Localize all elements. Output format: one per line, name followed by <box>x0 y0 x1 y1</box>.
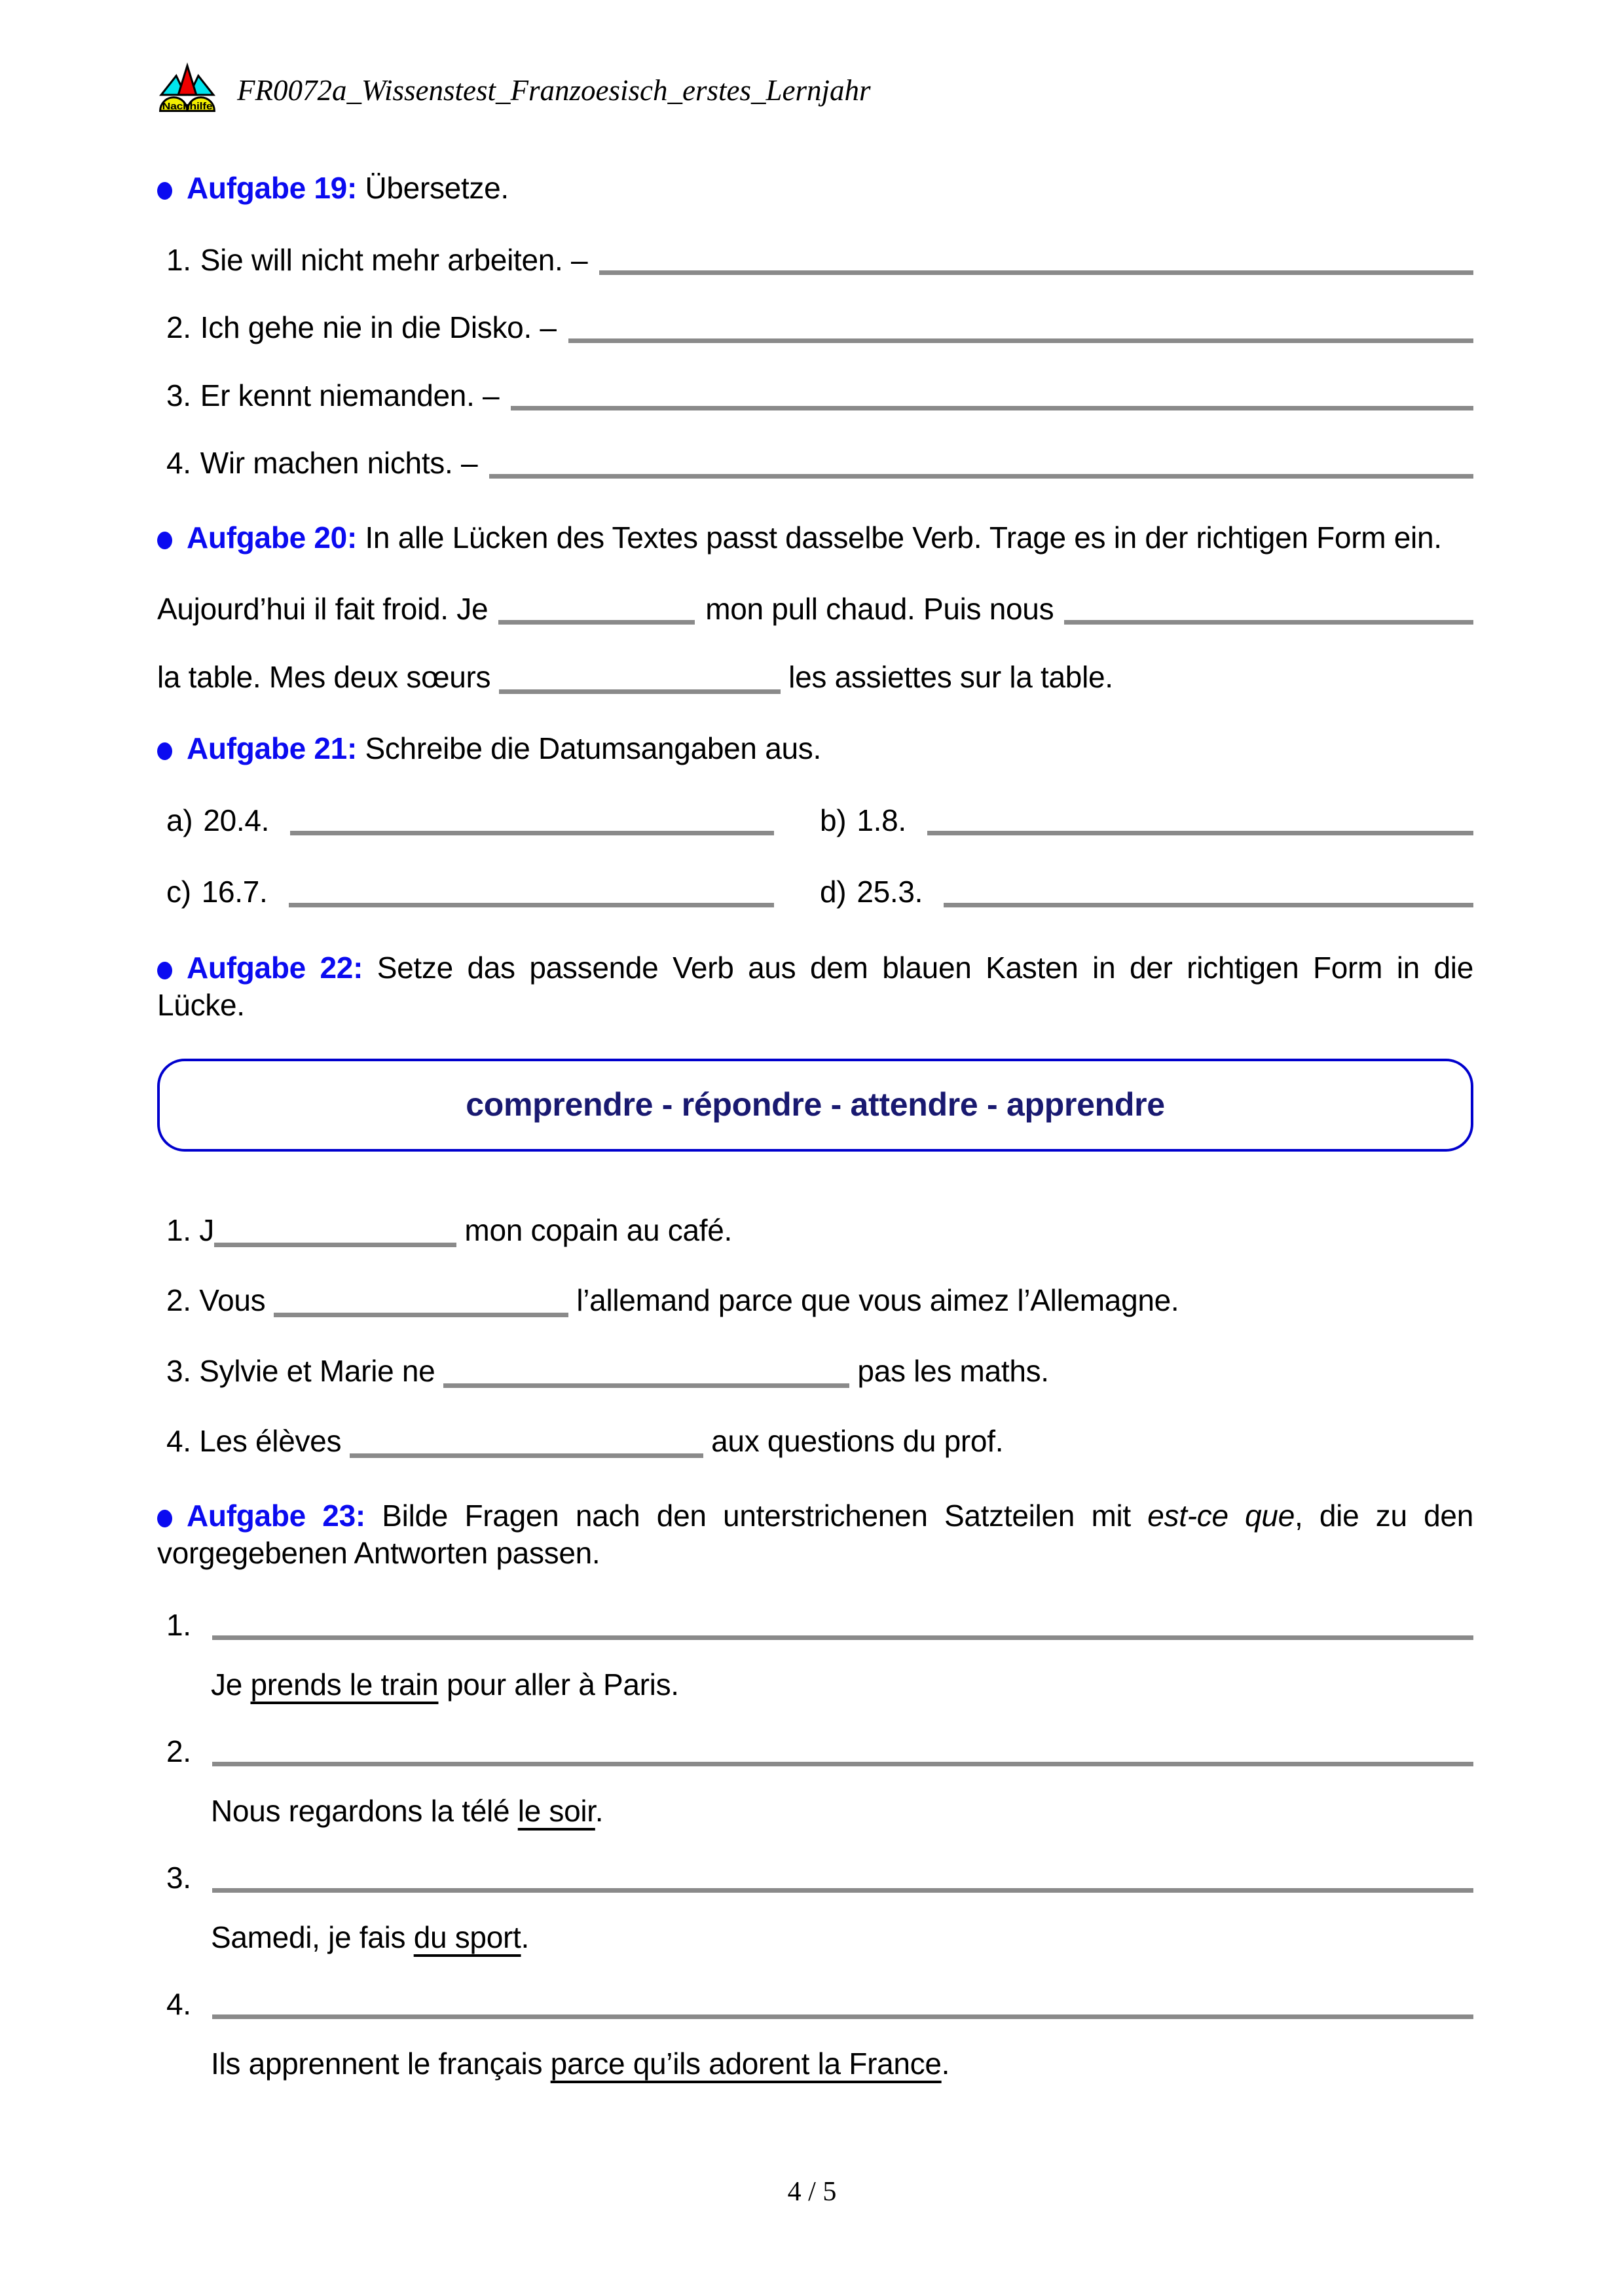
fill-in-line <box>290 831 774 835</box>
task22-item-4 <box>157 1423 1473 1461</box>
fill-in-line <box>350 1453 703 1458</box>
fill-in-line <box>212 2014 1473 2019</box>
item-text: Wir machen nichts. – <box>200 446 478 480</box>
task19-item-2 <box>157 309 1473 347</box>
fill-in-line <box>289 903 774 907</box>
verb-choice-box <box>157 1059 1473 1152</box>
underlined-phrase: prends le train <box>250 1667 439 1702</box>
page-header <box>157 62 1473 118</box>
logo-label: Nachhilfe <box>162 101 213 113</box>
sentence-start: J <box>199 1212 214 1247</box>
underlined-phrase: parce qu’ils adorent la France <box>550 2047 942 2081</box>
item-letter: a) <box>166 803 193 837</box>
sentence-start: Vous <box>199 1283 274 1317</box>
item-number: 3. <box>166 1353 191 1388</box>
task22-item-3 <box>157 1353 1473 1391</box>
task19-instruction: Übersetze. <box>365 171 509 205</box>
date-value: 25.3. <box>857 875 923 909</box>
task19-item-4 <box>157 445 1473 483</box>
task23-heading <box>157 1497 1473 1573</box>
task21-row-1 <box>157 802 1473 840</box>
nachhilfe-logo-icon <box>157 62 217 118</box>
fill-in-line <box>443 1383 849 1388</box>
item-text: Ich gehe nie in die Disko. – <box>200 310 557 344</box>
underlined-phrase: le soir <box>517 1794 595 1828</box>
task21-instruction: Schreibe die Datumsangaben aus. <box>365 731 821 765</box>
task19-item-3 <box>157 377 1473 415</box>
fill-in-line <box>1064 620 1473 625</box>
task23-label: Aufgabe 23: <box>187 1498 365 1533</box>
item-number: 2. <box>166 1283 191 1317</box>
task19-label: Aufgabe 19: <box>187 171 357 205</box>
task21-item-b <box>820 802 1473 840</box>
task23-question-2 <box>157 1733 1473 1771</box>
fill-in-line <box>212 1888 1473 1893</box>
sentence-end: aux questions du prof. <box>703 1424 1004 1458</box>
fill-in-line <box>511 406 1473 410</box>
item-number: 3. <box>166 1860 191 1895</box>
task23-instruction-italic: est-ce que <box>1147 1498 1295 1533</box>
fill-in-line <box>214 1243 456 1247</box>
text-segment: les assiettes sur la table. <box>780 659 1113 694</box>
sentence-start: Les élèves <box>199 1424 350 1458</box>
task19-item-1 <box>157 242 1473 280</box>
item-number: 2. <box>166 310 191 344</box>
task21-label: Aufgabe 21: <box>187 731 357 765</box>
task20-label: Aufgabe 20: <box>187 520 357 555</box>
item-letter: d) <box>820 875 847 909</box>
answer-text: Ils apprennent le français <box>211 2047 551 2081</box>
task21-item-a <box>166 802 820 840</box>
fill-in-line <box>212 1762 1473 1766</box>
answer-text: . <box>941 2047 950 2081</box>
task20-heading <box>157 519 1473 557</box>
fill-in-line <box>212 1635 1473 1640</box>
verb-box-text: comprendre - répondre - attendre - apprendre <box>466 1086 1165 1123</box>
bullet-icon <box>157 962 172 979</box>
task22-heading <box>157 949 1473 1025</box>
bullet-icon <box>157 182 172 200</box>
fill-in-line <box>499 689 781 694</box>
date-value: 16.7. <box>201 875 268 909</box>
answer-text: . <box>595 1794 604 1828</box>
task23-answer-2 <box>157 1793 1473 1831</box>
task19-heading <box>157 170 1473 208</box>
item-number: 1. <box>166 242 191 277</box>
task20-text-line-2 <box>157 659 1473 697</box>
fill-in-line <box>489 474 1473 479</box>
fill-in-line <box>274 1313 568 1317</box>
document-title: FR0072a_Wissenstest_Franzoesisch_erstes_Lernjahr <box>237 73 871 107</box>
task23-instruction-post: , die zu den vorgegebenen Antworten passen. <box>157 1498 1473 1570</box>
answer-text: Je <box>211 1667 251 1702</box>
item-number: 3. <box>166 378 191 412</box>
fill-in-line <box>927 831 1473 835</box>
task22-instruction: Setze das passende Verb aus dem blauen Kasten in der richtigen Form in die Lücke. <box>157 950 1474 1022</box>
answer-text: pour aller à Paris. <box>438 1667 679 1702</box>
date-value: 1.8. <box>857 803 906 837</box>
item-text: Er kennt niemanden. – <box>200 378 500 412</box>
answer-text: Nous regardons la télé <box>211 1794 518 1828</box>
task22-item-1 <box>157 1212 1473 1250</box>
fill-in-line <box>498 620 695 625</box>
item-number: 1. <box>166 1607 191 1642</box>
bullet-icon <box>157 532 172 549</box>
task23-instruction-pre: Bilde Fragen nach den unterstrichenen Satzteilen mit <box>382 1498 1148 1533</box>
task23-answer-4 <box>157 2045 1473 2083</box>
bullet-icon <box>157 1510 172 1527</box>
page-number: 4 / 5 <box>787 2177 837 2207</box>
task23-question-4 <box>157 1986 1473 2024</box>
task22-item-2 <box>157 1282 1473 1320</box>
item-letter: c) <box>166 875 191 909</box>
task20-text-line-1 <box>157 591 1473 629</box>
text-segment: la table. Mes deux sœurs <box>157 659 499 694</box>
item-text: Sie will nicht mehr arbeiten. – <box>200 242 588 277</box>
text-segment: mon pull chaud. Puis nous <box>705 592 1054 626</box>
task23-answer-3 <box>157 1919 1473 1957</box>
task21-row-2 <box>157 873 1473 911</box>
task23-question-1 <box>157 1607 1473 1645</box>
date-value: 20.4. <box>203 803 270 837</box>
sentence-end: pas les maths. <box>849 1353 1049 1388</box>
sentence-end: l’allemand parce que vous aimez l’Allemagne. <box>568 1283 1179 1317</box>
underlined-phrase: du sport <box>413 1920 521 1954</box>
item-number: 4. <box>166 1986 191 2021</box>
bullet-icon <box>157 742 172 760</box>
answer-text: . <box>521 1920 529 1954</box>
task23-answer-1 <box>157 1666 1473 1704</box>
item-number: 1. <box>166 1212 191 1247</box>
text-segment: Aujourd’hui il fait froid. Je <box>157 592 489 626</box>
item-number: 2. <box>166 1734 191 1768</box>
task22-label: Aufgabe 22: <box>187 950 363 985</box>
task21-heading <box>157 730 1473 768</box>
fill-in-line <box>599 270 1473 275</box>
sentence-start: Sylvie et Marie ne <box>199 1353 443 1388</box>
answer-text: Samedi, je fais <box>211 1920 414 1954</box>
item-number: 4. <box>166 446 191 480</box>
fill-in-line <box>944 903 1473 907</box>
task20-instruction: In alle Lücken des Textes passt dasselbe Verb. Trage es in der richtigen Form ein. <box>365 520 1442 555</box>
task21-item-c <box>166 873 820 911</box>
task21-item-d <box>820 873 1473 911</box>
item-letter: b) <box>820 803 847 837</box>
sentence-end: mon copain au café. <box>456 1212 733 1247</box>
item-number: 4. <box>166 1424 191 1458</box>
task23-question-3 <box>157 1859 1473 1897</box>
fill-in-line <box>568 338 1473 343</box>
